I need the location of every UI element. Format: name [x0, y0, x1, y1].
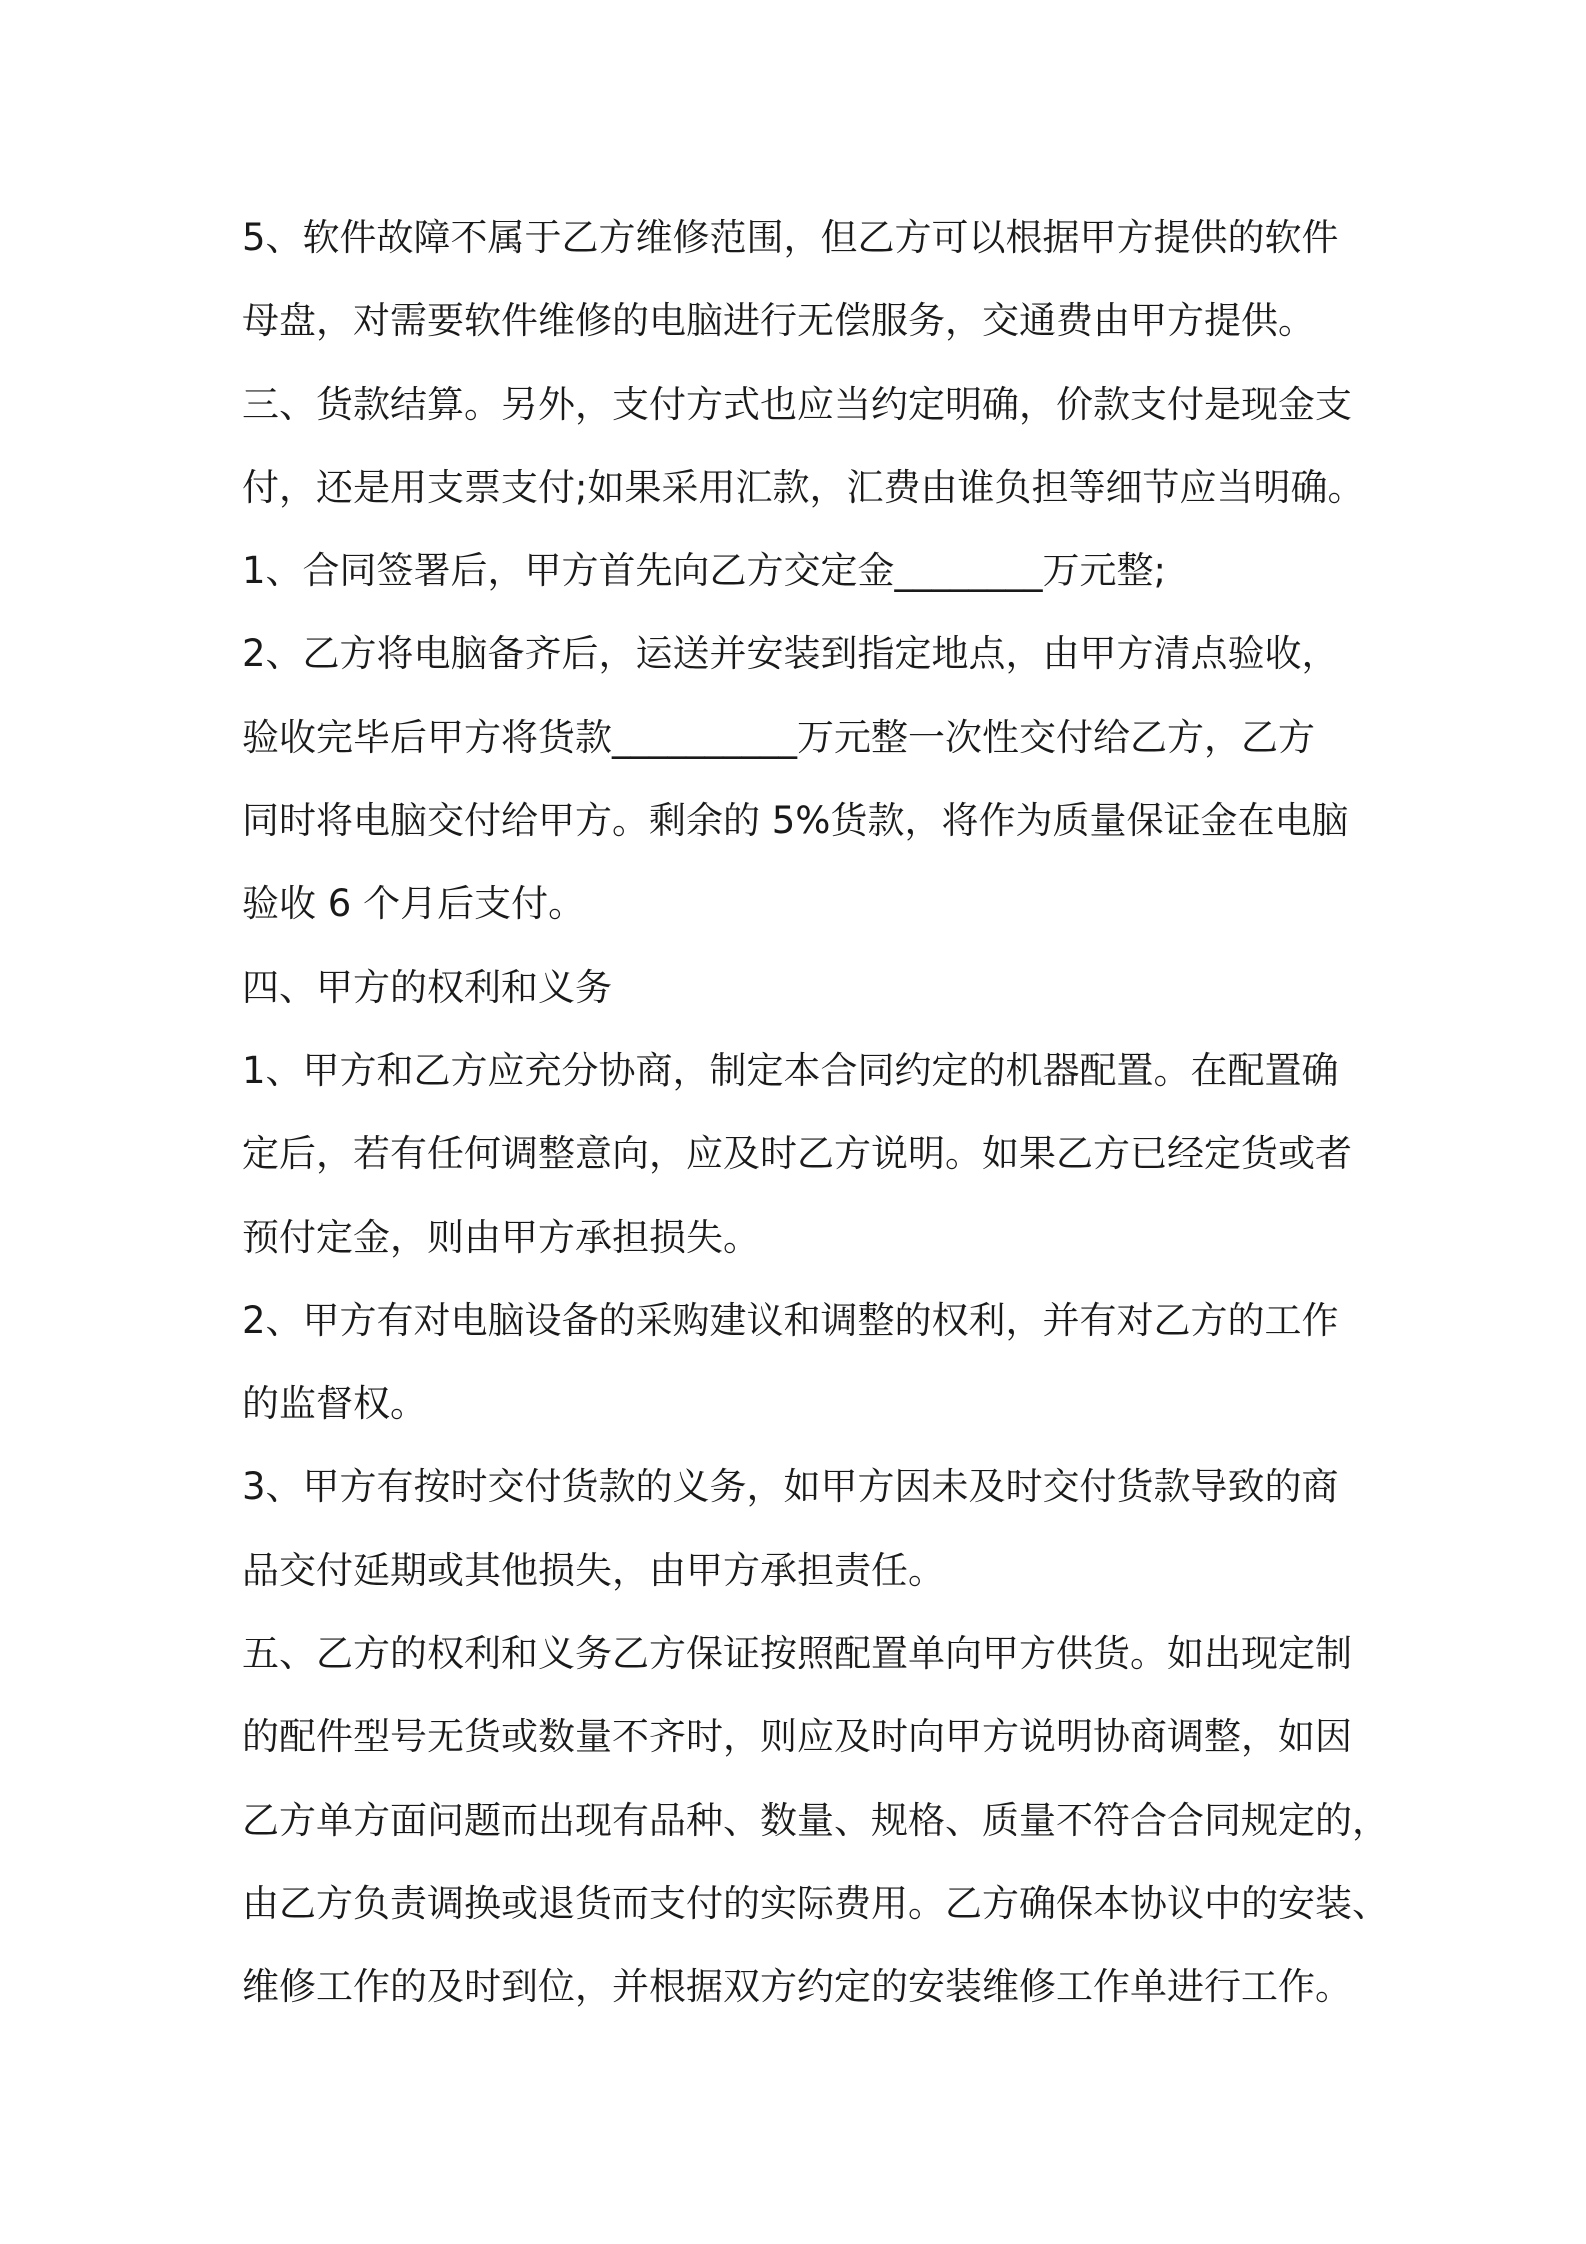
text-line: 母盘，对需要软件维修的电脑进行无偿服务，交通费由甲方提供。 [242, 299, 1315, 343]
text-line: 定后，若有任何调整意向，应及时乙方说明。如果乙方已经定货或者 [242, 1132, 1352, 1176]
text-line: 付，还是用支票支付;如果采用汇款，汇费由谁负担等细节应当明确。 [242, 465, 1365, 509]
text-line: 由乙方负责调换或退货而支付的实际费用。乙方确保本协议中的安装、 [242, 1881, 1389, 1925]
text-line: 2、甲方有对电脑设备的采购建议和调整的权利，并有对乙方的工作 [242, 1298, 1339, 1342]
text-line: 5、软件故障不属于乙方维修范围，但乙方可以根据甲方提供的软件 [242, 216, 1339, 259]
text-line: 品交付延期或其他损失，由甲方承担责任。 [242, 1548, 945, 1592]
text-line: 五、乙方的权利和义务乙方保证按照配置单向甲方供货。如出现定制 [242, 1632, 1352, 1676]
text-line: 同时将电脑交付给甲方。剩余的 5%货款，将作为质量保证金在电脑 [242, 799, 1349, 843]
text-line: 2、乙方将电脑备齐后，运送并安装到指定地点，由甲方清点验收， [242, 632, 1339, 676]
text-line: 验收 6 个月后支付。 [242, 882, 586, 926]
section-heading: 四、甲方的权利和义务 [242, 965, 612, 1009]
document-body [242, 196, 1389, 2029]
text-line: 验收完毕后甲方将货款__________万元整一次性交付给乙方，乙方 [242, 715, 1315, 759]
text-line: 的监督权。 [242, 1382, 427, 1426]
text-line: 1、甲方和乙方应充分协商，制定本合同约定的机器配置。在配置确 [242, 1048, 1339, 1092]
text-line: 3、甲方有按时交付货款的义务，如甲方因未及时交付货款导致的商 [242, 1465, 1339, 1509]
text-line: 三、货款结算。另外，支付方式也应当约定明确，价款支付是现金支 [242, 382, 1352, 426]
text-line: 维修工作的及时到位，并根据双方约定的安装维修工作单进行工作。 [242, 1965, 1352, 2009]
text-line: 的配件型号无货或数量不齐时，则应及时向甲方说明协商调整，如因 [242, 1715, 1352, 1759]
text-line: 乙方单方面问题而出现有品种、数量、规格、质量不符合合同规定的， [242, 1798, 1389, 1842]
text-line: 1、合同签署后，甲方首先向乙方交定金________万元整; [242, 549, 1167, 593]
text-line: 预付定金，则由甲方承担损失。 [242, 1215, 760, 1259]
